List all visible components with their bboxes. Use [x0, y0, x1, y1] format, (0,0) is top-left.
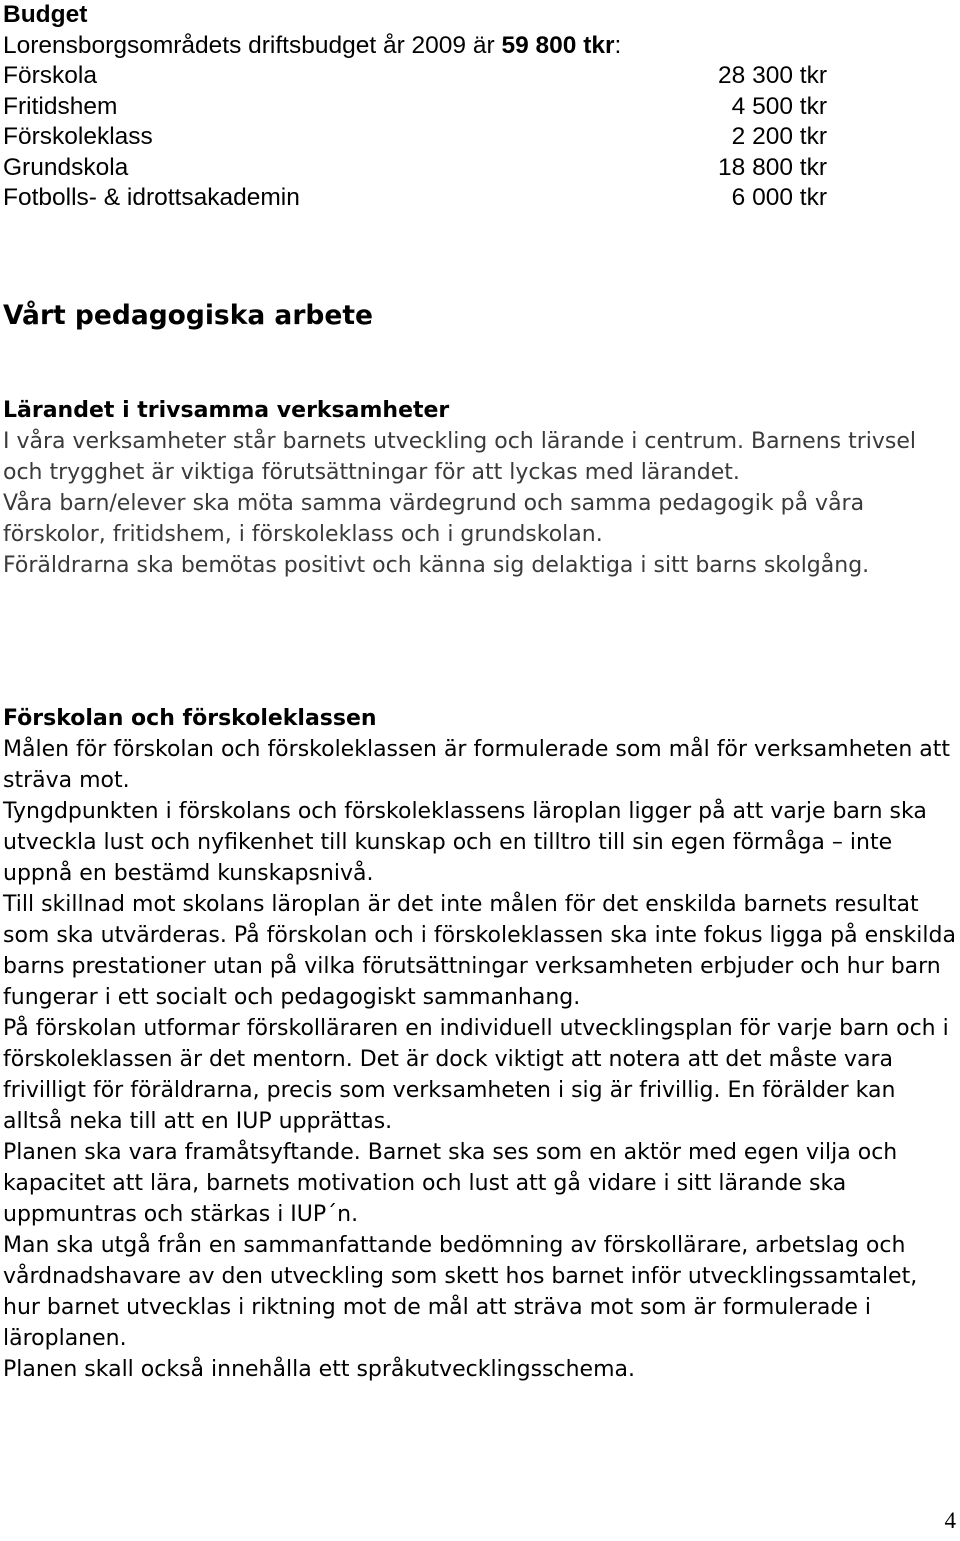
budget-row — [3, 122, 827, 153]
budget-title: Budget — [3, 1, 88, 28]
preschool-heading: Förskolan och förskoleklassen — [3, 706, 377, 731]
preschool-paragraph: Planen skall också innehålla ett språkutvecklingsschema. — [3, 1357, 635, 1382]
budget-total: 59 800 tkr — [501, 31, 615, 59]
budget-item-label: Förskoleklass — [3, 123, 153, 150]
budget-row — [3, 183, 827, 214]
preschool-paragraph: Tyngdpunkten i förskolans och förskoleklassens läroplan ligger på att varje barn ska utveckla lust och nyfikenhet till kunskap och en tilltro till sin egen förmåga – inte uppnå en bestämd kunskapsnivå. — [3, 799, 927, 886]
preschool-paragraph: Målen för förskolan och förskoleklassen är formulerade som mål för verksamheten att sträva mot. — [3, 737, 950, 793]
section-title-pedagogical-work: Vårt pedagogiska arbete — [3, 300, 373, 331]
document-page — [3, 0, 957, 1382]
budget-intro — [3, 31, 957, 62]
preschool-paragraph: Man ska utgå från en sammanfattande bedömning av förskollärare, arbetslag och vårdnadshavare av den utveckling som skett hos barnet inför utvecklingssamtalet, hur barnet utvecklas i riktning mot de mål att sträva mot som är formulerade i läroplanen. — [3, 1233, 918, 1351]
preschool-paragraph: Till skillnad mot skolans läroplan är det inte målen för det enskilda barnets resultat som ska utvärderas. På förskolan och i förskoleklassen ska inte fokus ligga på enskilda barns prestationer utan på vilka förutsättningar verksamheten erbjuder och hur barn fungerar i ett socialt och pedagogiskt sammanhang. — [3, 892, 956, 1010]
budget-item-label: Förskola — [3, 62, 97, 89]
learning-section — [3, 395, 957, 581]
budget-item-amount: 28 300 tkr — [718, 62, 827, 89]
learning-heading: Lärandet i trivsamma verksamheter — [3, 398, 450, 423]
budget-row — [3, 153, 827, 184]
budget-item-label: Fotbolls- & idrottsakademin — [3, 184, 300, 211]
learning-paragraph: Föräldrarna ska bemötas positivt och känna sig delaktiga i sitt barns skolgång. — [3, 553, 870, 578]
budget-row — [3, 61, 827, 92]
budget-item-amount: 2 200 tkr — [731, 123, 827, 150]
page-number: 4 — [944, 1508, 956, 1533]
preschool-paragraph: Planen ska vara framåtsyftande. Barnet ska ses som en aktör med egen vilja och kapacitet att lära, barnets motivation och lust att gå vidare i sitt lärande ska uppmuntras och stärkas i IUP´n. — [3, 1140, 898, 1227]
budget-intro-prefix: Lorensborgsområdets driftsbudget år 2009 är — [3, 31, 502, 59]
budget-intro-suffix: : — [614, 31, 622, 59]
budget-item-amount: 18 800 tkr — [718, 153, 827, 181]
learning-paragraph: I våra verksamheter står barnets utveckling och lärande i centrum. Barnens trivsel och trygghet är viktiga förutsättningar för att lyckas med lärandet. — [3, 429, 917, 485]
budget-row — [3, 92, 827, 123]
budget-section — [3, 0, 957, 214]
budget-item-label: Grundskola — [3, 153, 129, 181]
learning-paragraph: Våra barn/elever ska möta samma värdegrund och samma pedagogik på våra förskolor, fritidshem, i förskoleklass och i grundskolan. — [3, 491, 865, 547]
budget-item-amount: 6 000 tkr — [731, 184, 827, 211]
preschool-section — [3, 703, 957, 1385]
preschool-paragraph: På förskolan utformar förskolläraren en individuell utvecklingsplan för varje barn och i förskoleklassen är det mentorn. Det är dock viktigt att notera att det måste vara frivilligt för föräldrarna, precis som verksamheten i sig är frivillig. En förälder kan alltså neka till att en IUP upprättas. — [3, 1016, 949, 1134]
budget-item-label: Fritidshem — [3, 92, 118, 120]
budget-item-amount: 4 500 tkr — [731, 92, 827, 120]
